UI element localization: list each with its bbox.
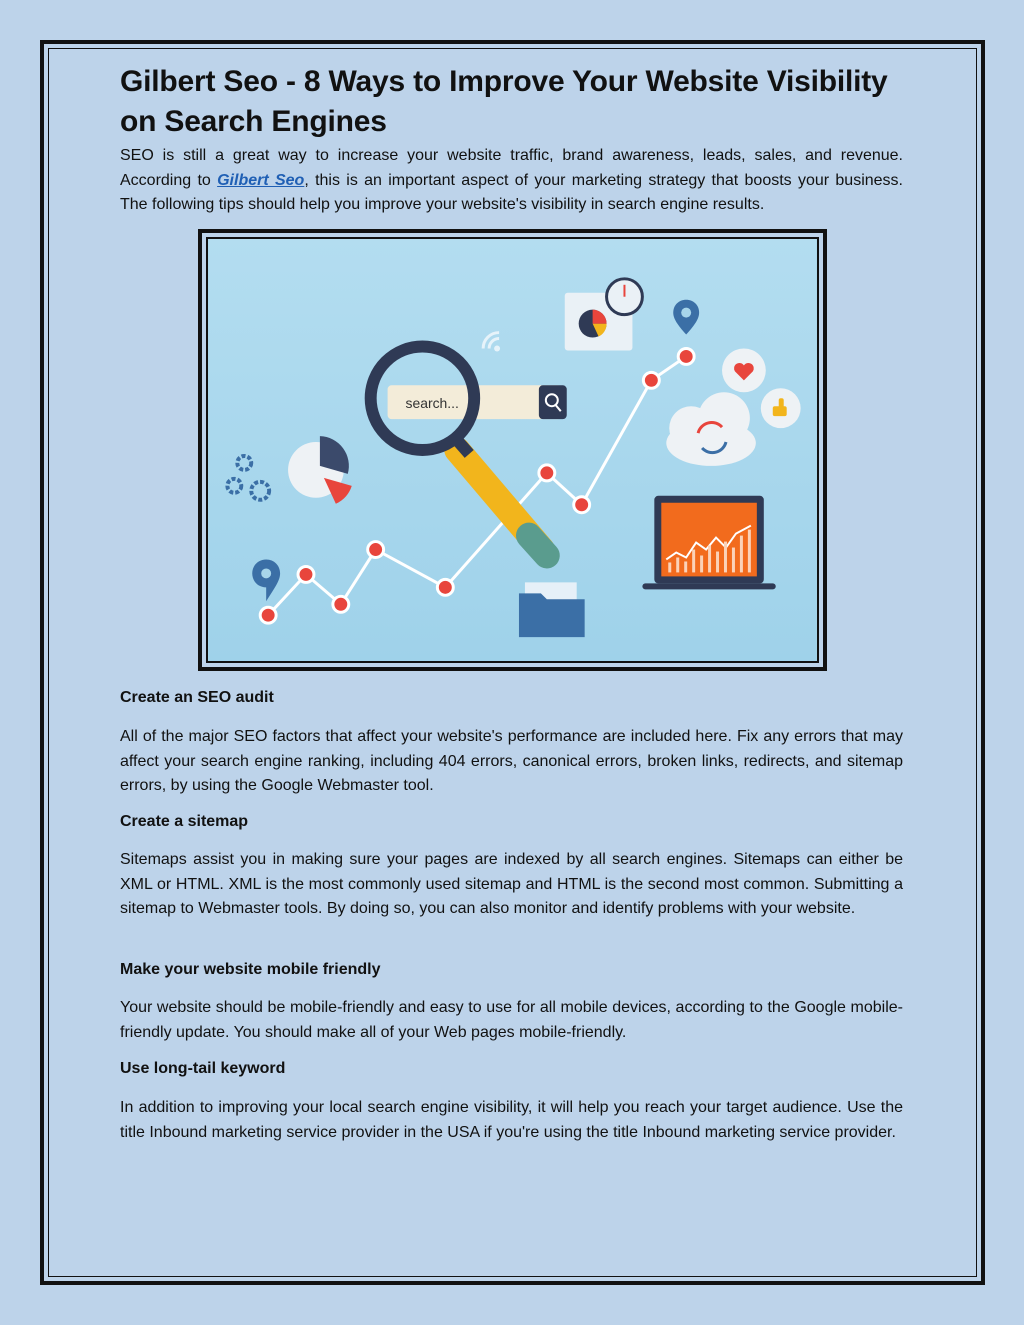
section-heading: Use long-tail keyword (120, 1060, 286, 1077)
trend-point (333, 596, 349, 612)
folder-icon (519, 582, 585, 637)
intro-paragraph (120, 144, 903, 218)
section-seo-audit (120, 689, 903, 707)
gilbert-seo-link[interactable]: Gilbert Seo (217, 171, 305, 189)
trend-point (678, 348, 694, 364)
section-heading: Create a sitemap (120, 813, 249, 830)
section-sitemap (120, 813, 903, 831)
trend-point (539, 465, 555, 481)
trend-point (368, 542, 384, 558)
trend-point (437, 579, 453, 595)
gauge-icon (607, 279, 643, 315)
trend-point (574, 497, 590, 513)
intro-text-after: , this is an important aspect of your marketing strategy that boosts your business. The following tips should help you improve your website's visibility in search engine results. (120, 171, 903, 213)
section-sitemap-body (120, 848, 903, 922)
seo-illustration (208, 239, 817, 661)
article-header (120, 62, 903, 218)
hero-image-frame (198, 229, 827, 671)
section-heading: Make your website mobile friendly (120, 961, 381, 978)
section-body: All of the major SEO factors that affect your website's performance are included here. Fix any errors that may affect your search engine ranking, including 404 errors, canonical errors, broken links, redirects, and sitemap errors, by using the Google Webmaster tool. (120, 728, 903, 794)
section-mobile-friendly-body (120, 996, 903, 1045)
section-seo-audit-body (120, 725, 903, 799)
section-body: Your website should be mobile-friendly and easy to use for all mobile devices, according to the Google mobile-friendly update. You should make all of your Web pages mobile-friendly. (120, 999, 903, 1041)
heart-bubble-icon (722, 348, 766, 392)
thumbs-up-icon (761, 388, 801, 428)
section-long-tail (120, 1060, 903, 1078)
trend-point (643, 372, 659, 388)
section-body: Sitemaps assist you in making sure your pages are indexed by all search engines. Sitemaps can either be XML or HTML. XML is the most commonly used sitemap and HTML is the second most common. Submitting a sitemap to Webmaster tools. By doing so, you can also monitor and identify problems with your website. (120, 851, 903, 917)
section-mobile-friendly (120, 961, 903, 979)
laptop-chart-icon (642, 496, 775, 590)
trend-point (260, 607, 276, 623)
section-body: In addition to improving your local search engine visibility, it will help you reach your target audience. Use the title Inbound marketing service provider in the USA if you're using the title Inbound marketing service provider. (120, 1099, 903, 1141)
section-long-tail-body (120, 1096, 903, 1145)
page-title: Gilbert Seo - 8 Ways to Improve Your Website Visibility on Search Engines (120, 65, 888, 138)
intro-text-before: SEO is still a great way to increase your website traffic, brand awareness, leads, sales, and revenue. According to (120, 147, 903, 189)
hero-image (206, 237, 819, 663)
section-heading: Create an SEO audit (120, 689, 274, 706)
trend-point (298, 566, 314, 582)
search-placeholder: search... (405, 395, 459, 412)
